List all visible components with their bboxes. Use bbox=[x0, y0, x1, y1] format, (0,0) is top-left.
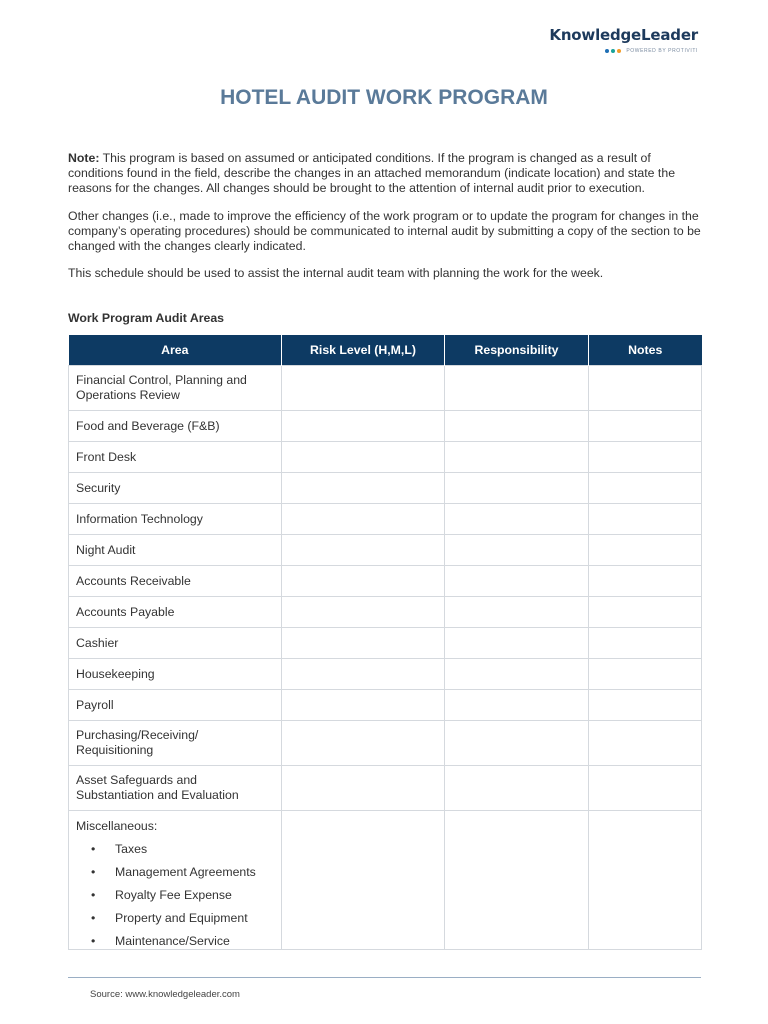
area-cell-miscellaneous bbox=[69, 811, 282, 950]
risk-level-cell[interactable] bbox=[282, 811, 445, 950]
area-cell: Accounts Payable bbox=[69, 597, 282, 628]
brand-dot-orange bbox=[617, 49, 621, 53]
area-cell: Asset Safeguards and Substantiation and Evaluation bbox=[69, 766, 282, 811]
responsibility-cell[interactable] bbox=[445, 628, 589, 659]
section-title: Work Program Audit Areas bbox=[68, 311, 225, 325]
notes-cell[interactable] bbox=[589, 504, 702, 535]
area-cell: Cashier bbox=[69, 628, 282, 659]
risk-level-cell[interactable] bbox=[282, 366, 445, 411]
list-item: • Royalty Fee Expense bbox=[76, 888, 274, 903]
risk-level-cell[interactable] bbox=[282, 597, 445, 628]
table-row bbox=[69, 628, 702, 659]
notes-cell[interactable] bbox=[589, 473, 702, 504]
responsibility-cell[interactable] bbox=[445, 597, 589, 628]
miscellaneous-label: Miscellaneous: bbox=[76, 819, 158, 833]
note-paragraph bbox=[68, 151, 708, 196]
area-cell: Housekeeping bbox=[69, 659, 282, 690]
risk-level-cell[interactable] bbox=[282, 721, 445, 766]
footer-divider bbox=[68, 977, 701, 978]
responsibility-cell[interactable] bbox=[445, 690, 589, 721]
table-row-miscellaneous bbox=[69, 811, 702, 950]
risk-level-cell[interactable] bbox=[282, 504, 445, 535]
notes-cell[interactable] bbox=[589, 566, 702, 597]
responsibility-cell[interactable] bbox=[445, 766, 589, 811]
brand-logo bbox=[549, 26, 698, 54]
column-header-risk-level: Risk Level (H,M,L) bbox=[282, 335, 445, 366]
notes-cell[interactable] bbox=[589, 766, 702, 811]
schedule-paragraph: This schedule should be used to assist the internal audit team with planning the work for the week. bbox=[68, 266, 604, 280]
area-cell: Accounts Receivable bbox=[69, 566, 282, 597]
area-cell: Night Audit bbox=[69, 535, 282, 566]
table-row bbox=[69, 690, 702, 721]
notes-cell[interactable] bbox=[589, 442, 702, 473]
brand-dots-icon bbox=[605, 49, 621, 53]
brand-dot-teal bbox=[611, 49, 615, 53]
area-cell: Financial Control, Planning and Operations Review bbox=[69, 366, 282, 411]
risk-level-cell[interactable] bbox=[282, 659, 445, 690]
responsibility-cell[interactable] bbox=[445, 535, 589, 566]
brand-name: KnowledgeLeader bbox=[549, 26, 698, 44]
area-cell: Information Technology bbox=[69, 504, 282, 535]
area-cell: Front Desk bbox=[69, 442, 282, 473]
risk-level-cell[interactable] bbox=[282, 473, 445, 504]
column-header-responsibility: Responsibility bbox=[445, 335, 589, 366]
notes-cell[interactable] bbox=[589, 597, 702, 628]
area-cell: Payroll bbox=[69, 690, 282, 721]
risk-level-cell[interactable] bbox=[282, 766, 445, 811]
risk-level-cell[interactable] bbox=[282, 442, 445, 473]
column-header-area: Area bbox=[69, 335, 282, 366]
list-item: • Management Agreements bbox=[76, 865, 274, 880]
notes-cell[interactable] bbox=[589, 366, 702, 411]
note-text: This program is based on assumed or anticipated conditions. If the program is changed as a result of conditions found in the field, describe the changes in an attached memorandum (indicate location) and state the reasons for the changes. All changes should be brought to the attention of internal audit prior to execution. bbox=[68, 151, 676, 195]
responsibility-cell[interactable] bbox=[445, 721, 589, 766]
column-header-notes: Notes bbox=[589, 335, 702, 366]
notes-cell[interactable] bbox=[589, 659, 702, 690]
table-row bbox=[69, 411, 702, 442]
notes-cell[interactable] bbox=[589, 690, 702, 721]
note-label: Note: bbox=[68, 151, 100, 165]
responsibility-cell[interactable] bbox=[445, 811, 589, 950]
notes-cell[interactable] bbox=[589, 535, 702, 566]
notes-cell[interactable] bbox=[589, 811, 702, 950]
table-row bbox=[69, 504, 702, 535]
list-item: • Taxes bbox=[76, 842, 274, 857]
table-header-row bbox=[69, 335, 702, 366]
risk-level-cell[interactable] bbox=[282, 566, 445, 597]
table-row bbox=[69, 566, 702, 597]
notes-cell[interactable] bbox=[589, 628, 702, 659]
list-item: • Maintenance/Service bbox=[76, 934, 274, 949]
risk-level-cell[interactable] bbox=[282, 411, 445, 442]
audit-areas-table bbox=[68, 335, 702, 950]
table-row bbox=[69, 721, 702, 766]
table-row bbox=[69, 442, 702, 473]
responsibility-cell[interactable] bbox=[445, 442, 589, 473]
notes-cell[interactable] bbox=[589, 721, 702, 766]
area-cell: Purchasing/Receiving/ Requisitioning bbox=[69, 721, 282, 766]
responsibility-cell[interactable] bbox=[445, 504, 589, 535]
area-cell: Food and Beverage (F&B) bbox=[69, 411, 282, 442]
document-title: HOTEL AUDIT WORK PROGRAM bbox=[220, 86, 548, 109]
risk-level-cell[interactable] bbox=[282, 690, 445, 721]
miscellaneous-list bbox=[76, 842, 274, 949]
table-row bbox=[69, 535, 702, 566]
table-row bbox=[69, 659, 702, 690]
changes-paragraph: Other changes (i.e., made to improve the efficiency of the work program or to update the program for changes in the company’s operating procedures) should be communicated to internal audit by submitting a copy of the section to be changed with the changes clearly indicated. bbox=[68, 209, 701, 253]
risk-level-cell[interactable] bbox=[282, 628, 445, 659]
responsibility-cell[interactable] bbox=[445, 473, 589, 504]
table-row bbox=[69, 597, 702, 628]
list-item: • Property and Equipment bbox=[76, 911, 274, 926]
area-cell: Security bbox=[69, 473, 282, 504]
notes-cell[interactable] bbox=[589, 411, 702, 442]
brand-subline bbox=[549, 48, 698, 54]
risk-level-cell[interactable] bbox=[282, 535, 445, 566]
responsibility-cell[interactable] bbox=[445, 566, 589, 597]
table-row bbox=[69, 766, 702, 811]
responsibility-cell[interactable] bbox=[445, 366, 589, 411]
brand-dot-blue bbox=[605, 49, 609, 53]
footer-source: Source: www.knowledgeleader.com bbox=[90, 989, 240, 1000]
responsibility-cell[interactable] bbox=[445, 659, 589, 690]
responsibility-cell[interactable] bbox=[445, 411, 589, 442]
table-row bbox=[69, 473, 702, 504]
table-row bbox=[69, 366, 702, 411]
brand-tagline: POWERED BY PROTIVITI bbox=[626, 48, 698, 54]
